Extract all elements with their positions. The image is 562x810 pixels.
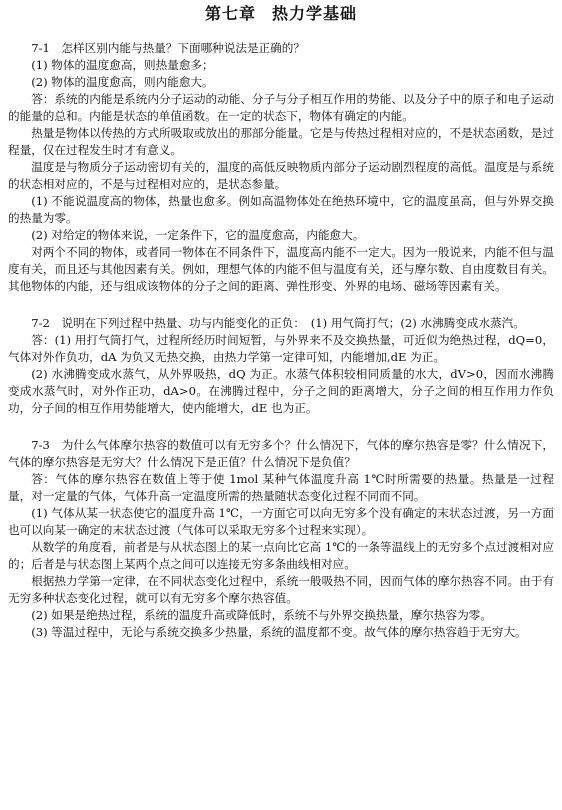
answer-7-3-paragraph: 答：气体的摩尔热容在数值上等于使 1mol 某种气体温度升高 1℃时所需要的热量。热量是一过程量，对一定量的气体，气体升高一定温度所需的热量随状态变化过程不同而不同。 [8,472,554,503]
answer-7-1-paragraph: 答：系统的内能是系统内分子运动的动能、分子与分子相互作用的势能、以及分子中的原子和电子运动的能量的总和。内能是状态的单值函数。在一定的状态下，物体有确定的内能。 [8,92,554,123]
question-7-1-option-2: (2) 物体的温度愈高，则内能愈大。 [31,75,214,89]
answer-7-3-paragraph: (3) 等温过程中，无论与系统交换多少热量，系统的温度都不变。故气体的摩尔热容趋于无穷大。 [31,625,527,639]
answer-7-1-paragraph: 温度是与物质分子运动密切有关的，温度的高低反映物质内部分子运动剧烈程度的高低。温度是与系统的状态相对应的，不是与过程相对应的，是状态参量。 [8,160,554,191]
chapter-number: 第七章 [204,4,256,23]
question-7-3-prompt: 7-3 为什么气体摩尔热容的数值可以有无穷多个？什么情况下，气体的摩尔热容是零？什么情况下，气体的摩尔热容是无穷大？什么情况下是正值？什么情况下是负值？ [8,438,554,469]
answer-7-1-paragraph: (1) 不能说温度高的物体，热量也愈多。例如高温物体处在绝热环境中，它的温度虽高，但与外界交换的热量为零。 [8,194,554,225]
answer-7-2-paragraph: (2) 水沸腾变成水蒸气，从外界吸热，dQ 为正。水蒸气体积较相同质量的水大，dV>0，因而水沸腾变成水蒸气时，对外作正功，dA>0。在沸腾过程中，分子之间的距离增大，分子之间的相互作用力作负功，分子间的相互作用势能增大，使内能增大，dE 也为正。 [8,367,554,415]
answer-7-3-paragraph: 根据热力学第一定律，在不同状态变化过程中，系统一般吸热不同，因而气体的摩尔热容不同。由于有无穷多种状态变化过程，就可以有无穷多个摩尔热容值。 [8,574,554,605]
answer-7-1-paragraph: 对两个不同的物体，或者同一物体在不同条件下，温度高内能不一定大。因为一般说来，内能不但与温度有关，而且还与其他因素有关。例如，理想气体的内能不但与温度有关，还与摩尔数、自由度数目有关。其他物体的内能，还与组成该物体的分子之间的距离、弹性形变、外界的电场、磁场等因素有关。 [8,245,554,293]
chapter-title [8,4,554,24]
answer-7-1-paragraph: (2) 对给定的物体来说，一定条件下，它的温度愈高，内能愈大。 [31,228,365,242]
question-7-2 [8,315,554,417]
answer-7-1-paragraph: 热量是物体以传热的方式所吸取或放出的那部分能量。它是与传热过程相对应的，不是状态函数，是过程量，仅在过程发生时才有意义。 [8,126,554,157]
answer-7-3-paragraph: 从数学的角度看，前者是与从状态图上的某一点向比它高 1℃的一条等温线上的无穷多个点过渡相对应的；后者是与状态图上某两个点之间可以连接无穷多条曲线相对应。 [8,540,554,571]
answer-7-3-paragraph: (1) 气体从某一状态使它的温度升高 1℃，一方面它可以向无穷多个没有确定的末状态过渡，另一方面也可以向某一确定的末状态过渡（气体可以采取无穷多个过程来实现）。 [8,506,554,537]
question-7-3 [8,437,554,641]
question-7-2-prompt: 7-2 说明在下列过程中热量、功与内能变化的正负： (1) 用气筒打气；(2) 水沸腾变成水蒸汽。 [31,316,525,330]
chapter-topic: 热力学基础 [272,4,358,23]
question-7-1 [8,40,554,295]
question-7-1-prompt: 7-1 怎样区别内能与热量？下面哪种说法是正确的？ [31,41,305,55]
answer-7-2-paragraph: 答：(1) 用打气筒打气，过程所经历时间短暂，与外界来不及交换热量，可近似为绝热过程，dQ=0，气体对外作负功，dA 为负又无热交换，由热力学第一定律可知，内能增加,dE 为正。 [8,333,554,364]
question-7-1-option-1: (1) 物体的温度愈高，则热量愈多； [31,58,214,72]
answer-7-3-paragraph: (2) 如果是绝热过程，系统的温度升高或降低时，系统不与外界交换热量，摩尔热容为零。 [31,608,492,622]
